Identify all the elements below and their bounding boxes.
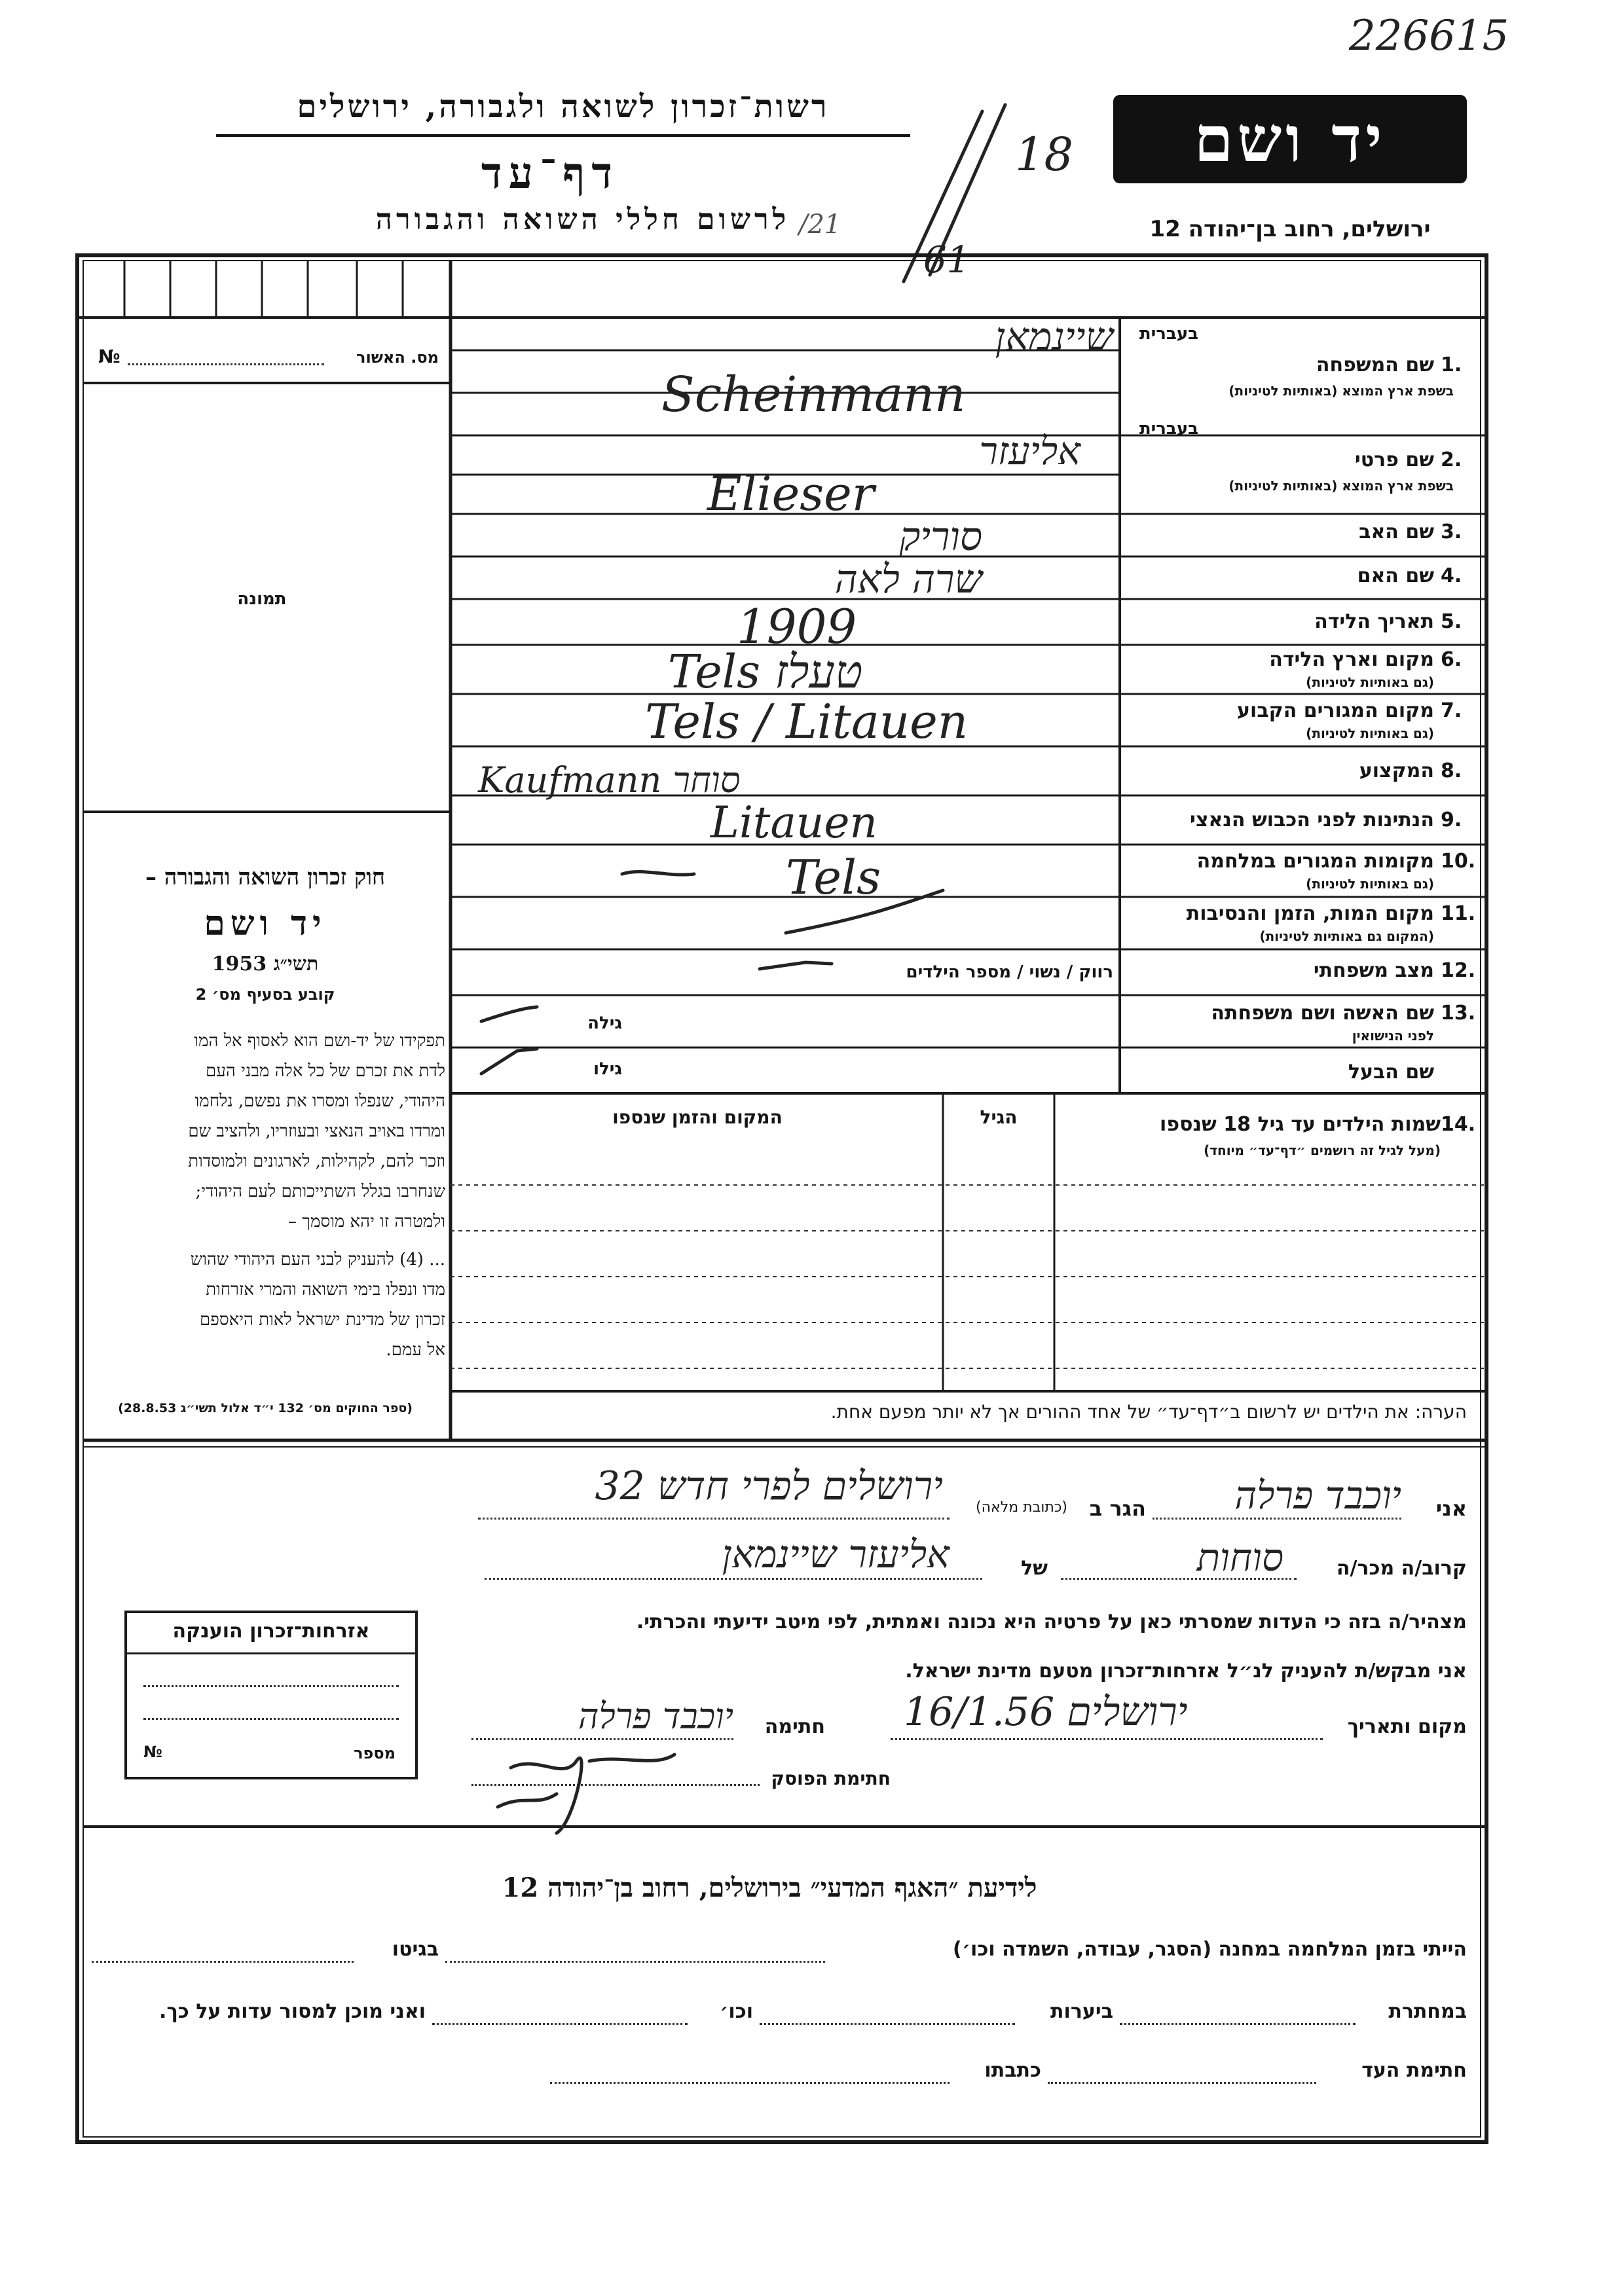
- children-sub: (מעל לגיל זה רושמים ״דף־עד״ מיוחד): [1204, 1142, 1441, 1158]
- footer-line1-start: הייתי בזמן המלחמה במחנה (הסגר, עבודה, השמדה וכו׳): [953, 1938, 1467, 1961]
- logo-text: יד ושם: [1194, 102, 1386, 176]
- request-text: אני מבקש/ת להעניק לנ״ל אזרחות־זכרון מטעם מדינת ישראל.: [905, 1660, 1467, 1683]
- law-reference: (ספר החוקים מס׳ 132 י״ד אלול תשי״ג 28.8.53): [118, 1401, 413, 1415]
- full-address-label: (כתובת מלאה): [976, 1499, 1067, 1516]
- footer-address-label: כתבתו: [984, 2059, 1041, 2082]
- field4-number: 4.: [1441, 564, 1462, 587]
- declarant-address[interactable]: ירושלים לפרי חדש 32: [595, 1463, 943, 1509]
- footer-etc-field[interactable]: [432, 2023, 688, 2025]
- birthdate-value[interactable]: 1909: [737, 599, 857, 654]
- field9-label: הנתינות לפני הכבוש הנאצי: [1190, 809, 1434, 831]
- field1-number: 1.: [1441, 354, 1462, 376]
- declarant-i-label: אני: [1435, 1496, 1467, 1521]
- stamp-number: 226615: [1349, 12, 1509, 60]
- children-col-place: המקום והזמן שנספו: [612, 1106, 783, 1128]
- field6-label: מקום וארץ הלידה: [1269, 648, 1434, 671]
- footer-underground-field[interactable]: [1120, 2023, 1356, 2025]
- husband-name-label: שם הבעל: [1348, 1061, 1434, 1084]
- field11-sub: (המקום גם באותיות לטיניות): [1259, 928, 1434, 944]
- footer-forests-label: ביערות: [1050, 2000, 1113, 2023]
- children-label: שמות הילדים עד גיל 18 שנספו: [1160, 1113, 1441, 1136]
- certificate-box: [124, 1611, 418, 1779]
- declarant-signature[interactable]: יוכבד פרלה: [578, 1696, 733, 1737]
- certificate-number-label: מספר: [354, 1744, 396, 1762]
- law-line: לדת את זכרם של כל אלה מבני העם: [205, 1061, 445, 1081]
- field2-label: שם פרטי: [1354, 448, 1434, 471]
- law-line: ... (4) להעניק לבני העם היהודי שהוש: [190, 1250, 445, 1269]
- declarant-name[interactable]: יוכבד פרלה: [1234, 1473, 1401, 1518]
- footer-camp-field[interactable]: [445, 1961, 825, 1963]
- father-name-value[interactable]: סוריק: [899, 514, 982, 560]
- children-col-age: הגיל: [980, 1106, 1018, 1128]
- authority-name: רשות־זכרון לשואה ולגבורה, ירושלים: [297, 88, 830, 125]
- approval-no-label: מס. האשור: [356, 348, 439, 367]
- relation-label: קרוב/ה מכר/ה: [1336, 1557, 1467, 1580]
- footer-willing-text: ואני מוכן למסור עדות על כך.: [159, 2000, 426, 2023]
- handwritten-mark-3: /21: [799, 210, 841, 240]
- law-section: קובע בסעיף מס׳ 2: [195, 985, 335, 1004]
- footer-ghetto-field[interactable]: [92, 1961, 354, 1963]
- handwritten-mark-2: 61: [923, 239, 970, 282]
- footer-underground-label: במחתרת: [1388, 2000, 1467, 2023]
- certificate-title: אזרחות־זכרון הוענקה: [172, 1620, 370, 1643]
- field6-number: 6.: [1441, 648, 1462, 671]
- header-address: ירושלים, רחוב בן־יהודה 12: [1149, 216, 1431, 242]
- field3-label: שם האב: [1359, 520, 1434, 543]
- law-title: חוק זכרון השואה והגבורה –: [145, 864, 386, 890]
- of-label: של: [1021, 1557, 1048, 1580]
- footer-witness-sig-label: חתימת העד: [1361, 2059, 1467, 2082]
- children-note: הערה: את הילדים יש לרשום ב״דף־עד״ של אחד ההורים אך לא יותר מפעם אחת.: [830, 1401, 1467, 1423]
- certificate-number-prefix: №: [143, 1743, 162, 1761]
- photo-label: תמונה: [237, 589, 287, 609]
- field13-sub: לפני הנישואין: [1352, 1028, 1434, 1044]
- law-line: אל עמם.: [386, 1340, 445, 1360]
- field6-sub: (גם באותיות לטיניות): [1306, 674, 1434, 690]
- certificate-line-2: [143, 1718, 399, 1720]
- field3-number: 3.: [1441, 520, 1462, 543]
- field7-label: מקום המגורים הקבוע: [1237, 699, 1434, 722]
- children-number: 14.: [1441, 1113, 1476, 1136]
- law-line: זכרון של מדינת ישראל לאות היאספם: [200, 1310, 445, 1330]
- field8-label: המקצוע: [1359, 759, 1434, 782]
- signature-scrawl-path: [498, 1755, 674, 1833]
- document-subtitle: לרשום חללי השואה והגבורה: [375, 203, 790, 236]
- profession-value[interactable]: Kaufmann סוחר: [478, 759, 741, 801]
- official-signature-label: חתימת הפוסק: [771, 1768, 891, 1789]
- law-line: שנחרבו בגלל השתייכותם לעם היהודי;: [195, 1182, 445, 1201]
- footer-forests-field[interactable]: [760, 2023, 1015, 2025]
- field1-sub: בשפת ארץ המוצא (באותיות לטיניות): [1228, 383, 1454, 399]
- field8-number: 8.: [1441, 759, 1462, 782]
- residence-value[interactable]: Tels / Litauen: [645, 694, 969, 749]
- field11-number: 11.: [1441, 902, 1476, 925]
- surname-latin-value[interactable]: Scheinmann: [661, 367, 966, 423]
- law-year: תשי״ג 1953: [212, 953, 319, 975]
- wartime-residence-value[interactable]: Tels: [786, 850, 881, 905]
- firstname-latin-value[interactable]: Elieser: [707, 466, 875, 521]
- certificate-line-1: [143, 1685, 399, 1687]
- law-line: וזכר להם, לקהילות, לארגונים ולמוסדות: [188, 1152, 445, 1171]
- footer-address-field[interactable]: [550, 2082, 950, 2084]
- field2-sub: בשפת ארץ המוצא (באותיות לטיניות): [1228, 478, 1454, 494]
- firstname-hebrew-value[interactable]: אליעזר: [979, 429, 1080, 473]
- footer-etc-label: וכו׳: [720, 2000, 753, 2023]
- field5-number: 5.: [1441, 610, 1462, 633]
- field9-number: 9.: [1441, 809, 1462, 831]
- law-name: יד ושם: [204, 903, 327, 943]
- field12-options: רווק / נשוי / מספר הילדים: [906, 962, 1113, 982]
- law-line: ומרדו באויב הנאצי ובעוזריו, ולהציב שם: [188, 1121, 445, 1141]
- document-title: דף־עד: [481, 147, 619, 198]
- handwritten-mark: 18: [1015, 128, 1074, 181]
- field13-number: 13.: [1441, 1002, 1476, 1025]
- law-line: מדו ונפלו בימי השואה והמרי אזרחות: [206, 1280, 445, 1300]
- footer-title: לידיעת ״האגף המדעי״ בירושלים, רחוב בן־יהודה 12: [502, 1872, 1037, 1903]
- law-line: תפקידו של יד-ושם הוא לאסוף אל המו: [194, 1031, 445, 1051]
- field10-sub: (גם באותיות לטיניות): [1306, 876, 1434, 892]
- field5-label: תאריך הלידה: [1314, 610, 1434, 633]
- husband-age-label: גילו: [593, 1059, 622, 1079]
- nationality-value[interactable]: Litauen: [710, 797, 877, 848]
- field12-number: 12.: [1441, 959, 1476, 982]
- resident-label: הגר ב: [1089, 1496, 1146, 1521]
- footer-witness-sig-field[interactable]: [1048, 2082, 1316, 2084]
- field13-label: שם האשה ושם משפחתה: [1211, 1002, 1434, 1025]
- field10-label: מקומות המגורים במלחמה: [1196, 850, 1434, 873]
- birthplace-value[interactable]: Tels טעלז: [668, 645, 863, 699]
- approval-no-suffix: №: [98, 346, 120, 367]
- place-date-value[interactable]: ירושלים 16/1.56: [904, 1689, 1188, 1735]
- field10-number: 10.: [1441, 850, 1476, 873]
- field1-top-note: בעברית: [1139, 324, 1198, 344]
- wife-age-label: גילה: [587, 1013, 622, 1033]
- footer-ghetto-label: בגיטו: [392, 1938, 439, 1961]
- field2-top-note: בעברית: [1139, 419, 1198, 439]
- mother-name-value[interactable]: שרה לאה: [834, 556, 982, 602]
- law-line: היהודי, שנפלו ומסרו את נפשם, נלחמו: [194, 1091, 445, 1111]
- field7-sub: (גם באותיות לטיניות): [1306, 725, 1434, 741]
- field2-number: 2.: [1441, 448, 1462, 471]
- law-line: ולמטרה זו יהא מוסמך –: [287, 1212, 445, 1231]
- field4-label: שם האם: [1357, 564, 1434, 587]
- surname-hebrew-value[interactable]: שיינמאן: [995, 314, 1113, 360]
- field11-label: מקום המות, הזמן והנסיבות: [1186, 902, 1434, 925]
- place-date-label: מקום ותאריך: [1347, 1715, 1467, 1738]
- declaration-text: מצהיר/ה בזה כי העדות שמסרתי כאן על פרטיה היא נכונה ואמתית, לפי מיטב ידיעתי והכרתי.: [636, 1611, 1467, 1633]
- field12-label: מצב משפחתי: [1313, 959, 1434, 982]
- signature-label: חתימה: [764, 1715, 825, 1738]
- field7-number: 7.: [1441, 699, 1462, 722]
- of-name-value[interactable]: אליעזר שיינמאן: [722, 1532, 950, 1576]
- field1-label: שם המשפחה: [1316, 354, 1434, 376]
- relation-value[interactable]: סוחות: [1196, 1535, 1283, 1580]
